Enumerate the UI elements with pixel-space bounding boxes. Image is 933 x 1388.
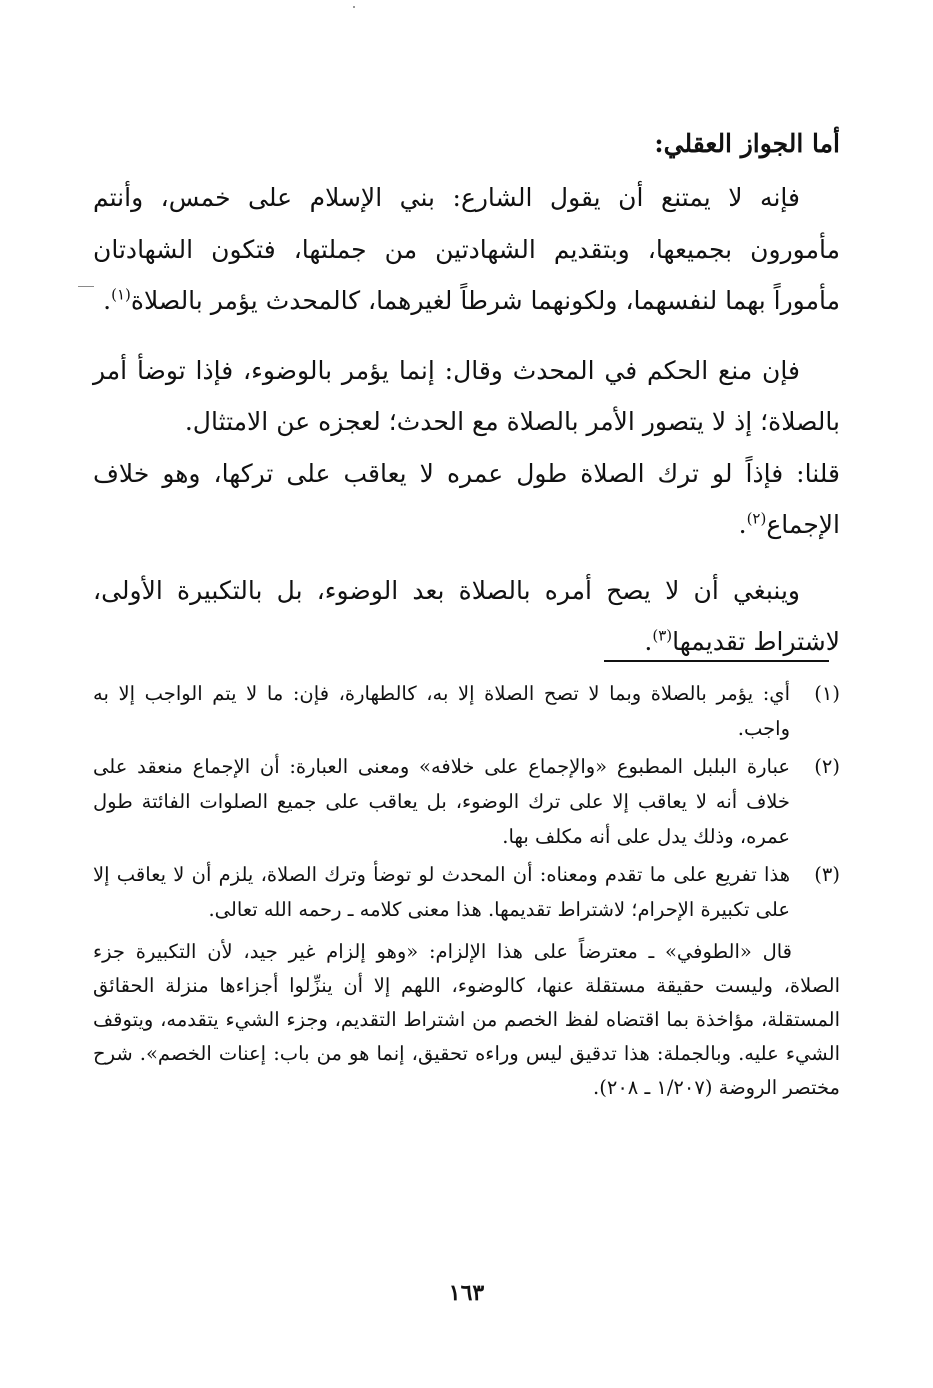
footnote-3 (93, 857, 840, 927)
footnote-separator (604, 660, 829, 662)
paragraph-2-text-a: فإن منع الحكم في المحدث وقال: إنما يؤمر بالوضوء، فإذا توضأ أمر بالصلاة؛ إذ لا يتصور الأمر بالصلاة مع الحدث؛ لعجزه عن الامتثال. (93, 355, 840, 436)
footnote-2 (93, 749, 840, 854)
paragraph-3-text: وينبغي أن لا يصح أمره بالصلاة بعد الوضوء، بل بالتكبيرة الأولى، لاشتراط تقديمها (93, 575, 840, 656)
page-number: ١٦٣ (448, 1280, 485, 1306)
footnote-1 (93, 676, 840, 746)
paragraph-3 (93, 565, 840, 668)
scan-speck (353, 6, 355, 8)
footnote-text: هذا تفريع على ما تقدم ومعناه: أن المحدث لو توضأ وترك الصلاة، يلزم أن لا يعاقب إلا على تكبيرة الإحرام؛ لاشتراط تقديمها. هذا معنى كلامه ـ رحمه الله تعالى. (93, 863, 790, 921)
paragraph-2-text-b: قلنا: فإذاً لو ترك الصلاة طول عمره لا يعاقب على تركها، وهو خلاف الإجماع (93, 458, 840, 539)
footnotes (93, 676, 840, 1105)
paragraph-1-text: فإنه لا يمتنع أن يقول الشارع: بني الإسلام على خمس، وأنتم مأمورون بجميعها، وبتقديم الشهادتين من جملتها، فتكون الشهادتان مأموراً بهما لنفسهما، ولكونهما شرطاً لغيرهما، كالمحدث يؤمر بالصلاة (93, 183, 840, 315)
footnote-number: (٣) (814, 863, 840, 886)
paragraph-2-end: . (738, 510, 747, 539)
main-text (93, 172, 840, 682)
footnote-number: (١) (814, 682, 840, 705)
footnote-text: أي: يؤمر بالصلاة وبما لا تصح الصلاة إلا به، كالطهارة، فإن: ما لا يتم الواجب إلا به واجب. (93, 682, 790, 740)
paragraph-1 (93, 172, 840, 327)
footnote-ref-1: (١) (111, 285, 131, 304)
footnote-ref-2: (٢) (746, 509, 767, 528)
margin-mark (78, 286, 94, 287)
paragraph-1-end: . (103, 286, 112, 315)
footnote-number: (٢) (814, 755, 840, 778)
footnote-quote: قال «الطوفي» ـ معترضاً على هذا الإلزام: «وهو إلزام غير جيد، لأن التكبيرة جزء الصلاة، وليست حقيقة مستقلة عنها، كالوضوء، اللهم إلا أن ينزِّلوا أجزاءها منزلة الحقائق المستقلة، مؤاخذة بما اقتضاه لفظ الخصم من اشتراط التقديم، وجزء الشيء يتقدمه، ويتوقف الشيء عليه. وبالجملة: هذا تدقيق ليس وراءه تحقيق، إنما هو من باب: إعنات الخصم». شرح مختصر الروضة (١/٢٠٧ ـ ٢٠٨). (93, 940, 840, 1099)
footnote-ref-3: (٣) (652, 626, 673, 645)
section-heading: أما الجواز العقلي: (654, 129, 840, 158)
paragraph-2 (93, 345, 840, 551)
paragraph-3-end: . (644, 627, 653, 656)
footnote-text: عبارة البلبل المطبوع «والإجماع على خلافه» ومعنى العبارة: أن الإجماع منعقد على خلاف أنه لا يعاقب إلا على ترك الوضوء، بل يعاقب على جميع الصلوات الفائتة طول عمره، وذلك يدل على أنه مكلف بها. (93, 755, 790, 848)
